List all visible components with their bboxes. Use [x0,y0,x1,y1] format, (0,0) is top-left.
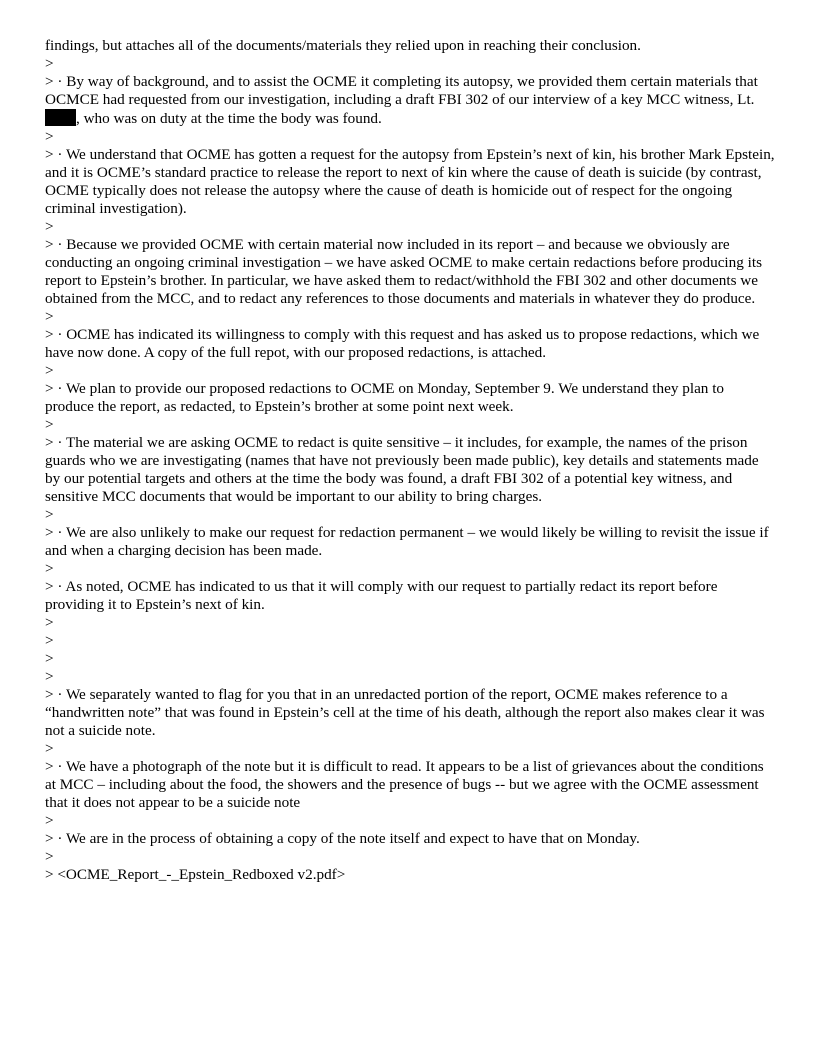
quote-marker: > [45,560,54,577]
quote-marker: > [45,55,54,72]
body-line [45,73,775,128]
quote-marker: > [45,308,54,325]
quote-marker: > [45,650,54,667]
body-line: > · We are also unlikely to make our request for redaction permanent – we would likely be willing to revisit the issue if and when a charging decision has been made. [45,524,773,559]
line-text: , who was on duty at the time the body was found. [76,110,382,127]
body-line: findings, but attaches all of the documents/materials they relied upon in reaching their conclusion. [45,37,641,54]
body-line: > · Because we provided OCME with certain material now included in its report – and because we obviously are conducting an ongoing criminal investigation – we have asked OCME to make certain redactions before producing its report to Epstein’s brother. In particular, we have asked them to redact/withhold the FBI 302 and other documents we obtained from the MCC, and to redact any references to those documents and materials in whatever they do produce. [45,236,766,307]
email-body [45,37,779,884]
quote-marker: > [45,812,54,829]
quote-marker: > [45,506,54,523]
body-line: > · We have a photograph of the note but it is difficult to read. It appears to be a list of grievances about the conditions at MCC – including about the food, the showers and the presence of bugs -- but we agree with the OCME assessment that it does not appear to be a suicide note [45,758,768,811]
quote-marker: > [45,416,54,433]
quote-marker: > [45,740,54,757]
body-line: > · We plan to provide our proposed redactions to OCME on Monday, September 9. We understand they plan to produce the report, as redacted, to Epstein’s brother at some point next week. [45,380,728,415]
quote-marker: > [45,848,54,865]
attachment-reference[interactable]: > <OCME_Report_-_Epstein_Redboxed v2.pdf> [45,866,346,883]
body-line: > · The material we are asking OCME to redact is quite sensitive – it includes, for example, the names of the prison guards who we are investigating (names that have not previously been made public), key details and statements made by our potential targets and others at the time the body was found, a draft FBI 302 of a potential key witness, and sensitive MCC documents that would be important to our ability to bring charges. [45,434,763,505]
body-line: > · We are in the process of obtaining a copy of the note itself and expect to have that on Monday. [45,830,640,847]
quote-marker: > [45,128,54,145]
quote-marker: > [45,668,54,685]
quote-marker: > [45,632,54,649]
redaction-box [45,109,76,126]
line-text: > · By way of background, and to assist the OCME it completing its autopsy, we provided them certain materials that OCMCE had requested from our investigation, including a draft FBI 302 of our interview of a key MCC witness, Lt. [45,73,762,108]
body-line: > · OCME has indicated its willingness to comply with this request and has asked us to propose redactions, which we have now done. A copy of the full repot, with our proposed redactions, is attached. [45,326,764,361]
body-line: > · As noted, OCME has indicated to us that it will comply with our request to partially redact its report before providing it to Epstein’s next of kin. [45,578,722,613]
quote-marker: > [45,614,54,631]
quote-marker: > [45,362,54,379]
quote-marker: > [45,218,54,235]
body-line: > · We understand that OCME has gotten a request for the autopsy from Epstein’s next of kin, his brother Mark Epstein, and it is OCME’s standard practice to release the report to next of kin where the cause of death is suicide (by contrast, OCME typically does not release the autopsy where the cause of death is homicide out of respect for the ongoing criminal investigation). [45,146,779,217]
body-line: > · We separately wanted to flag for you that in an unredacted portion of the report, OCME makes reference to a “handwritten note” that was found in Epstein’s cell at the time of his death, although the report also makes clear it was not a suicide note. [45,686,769,739]
